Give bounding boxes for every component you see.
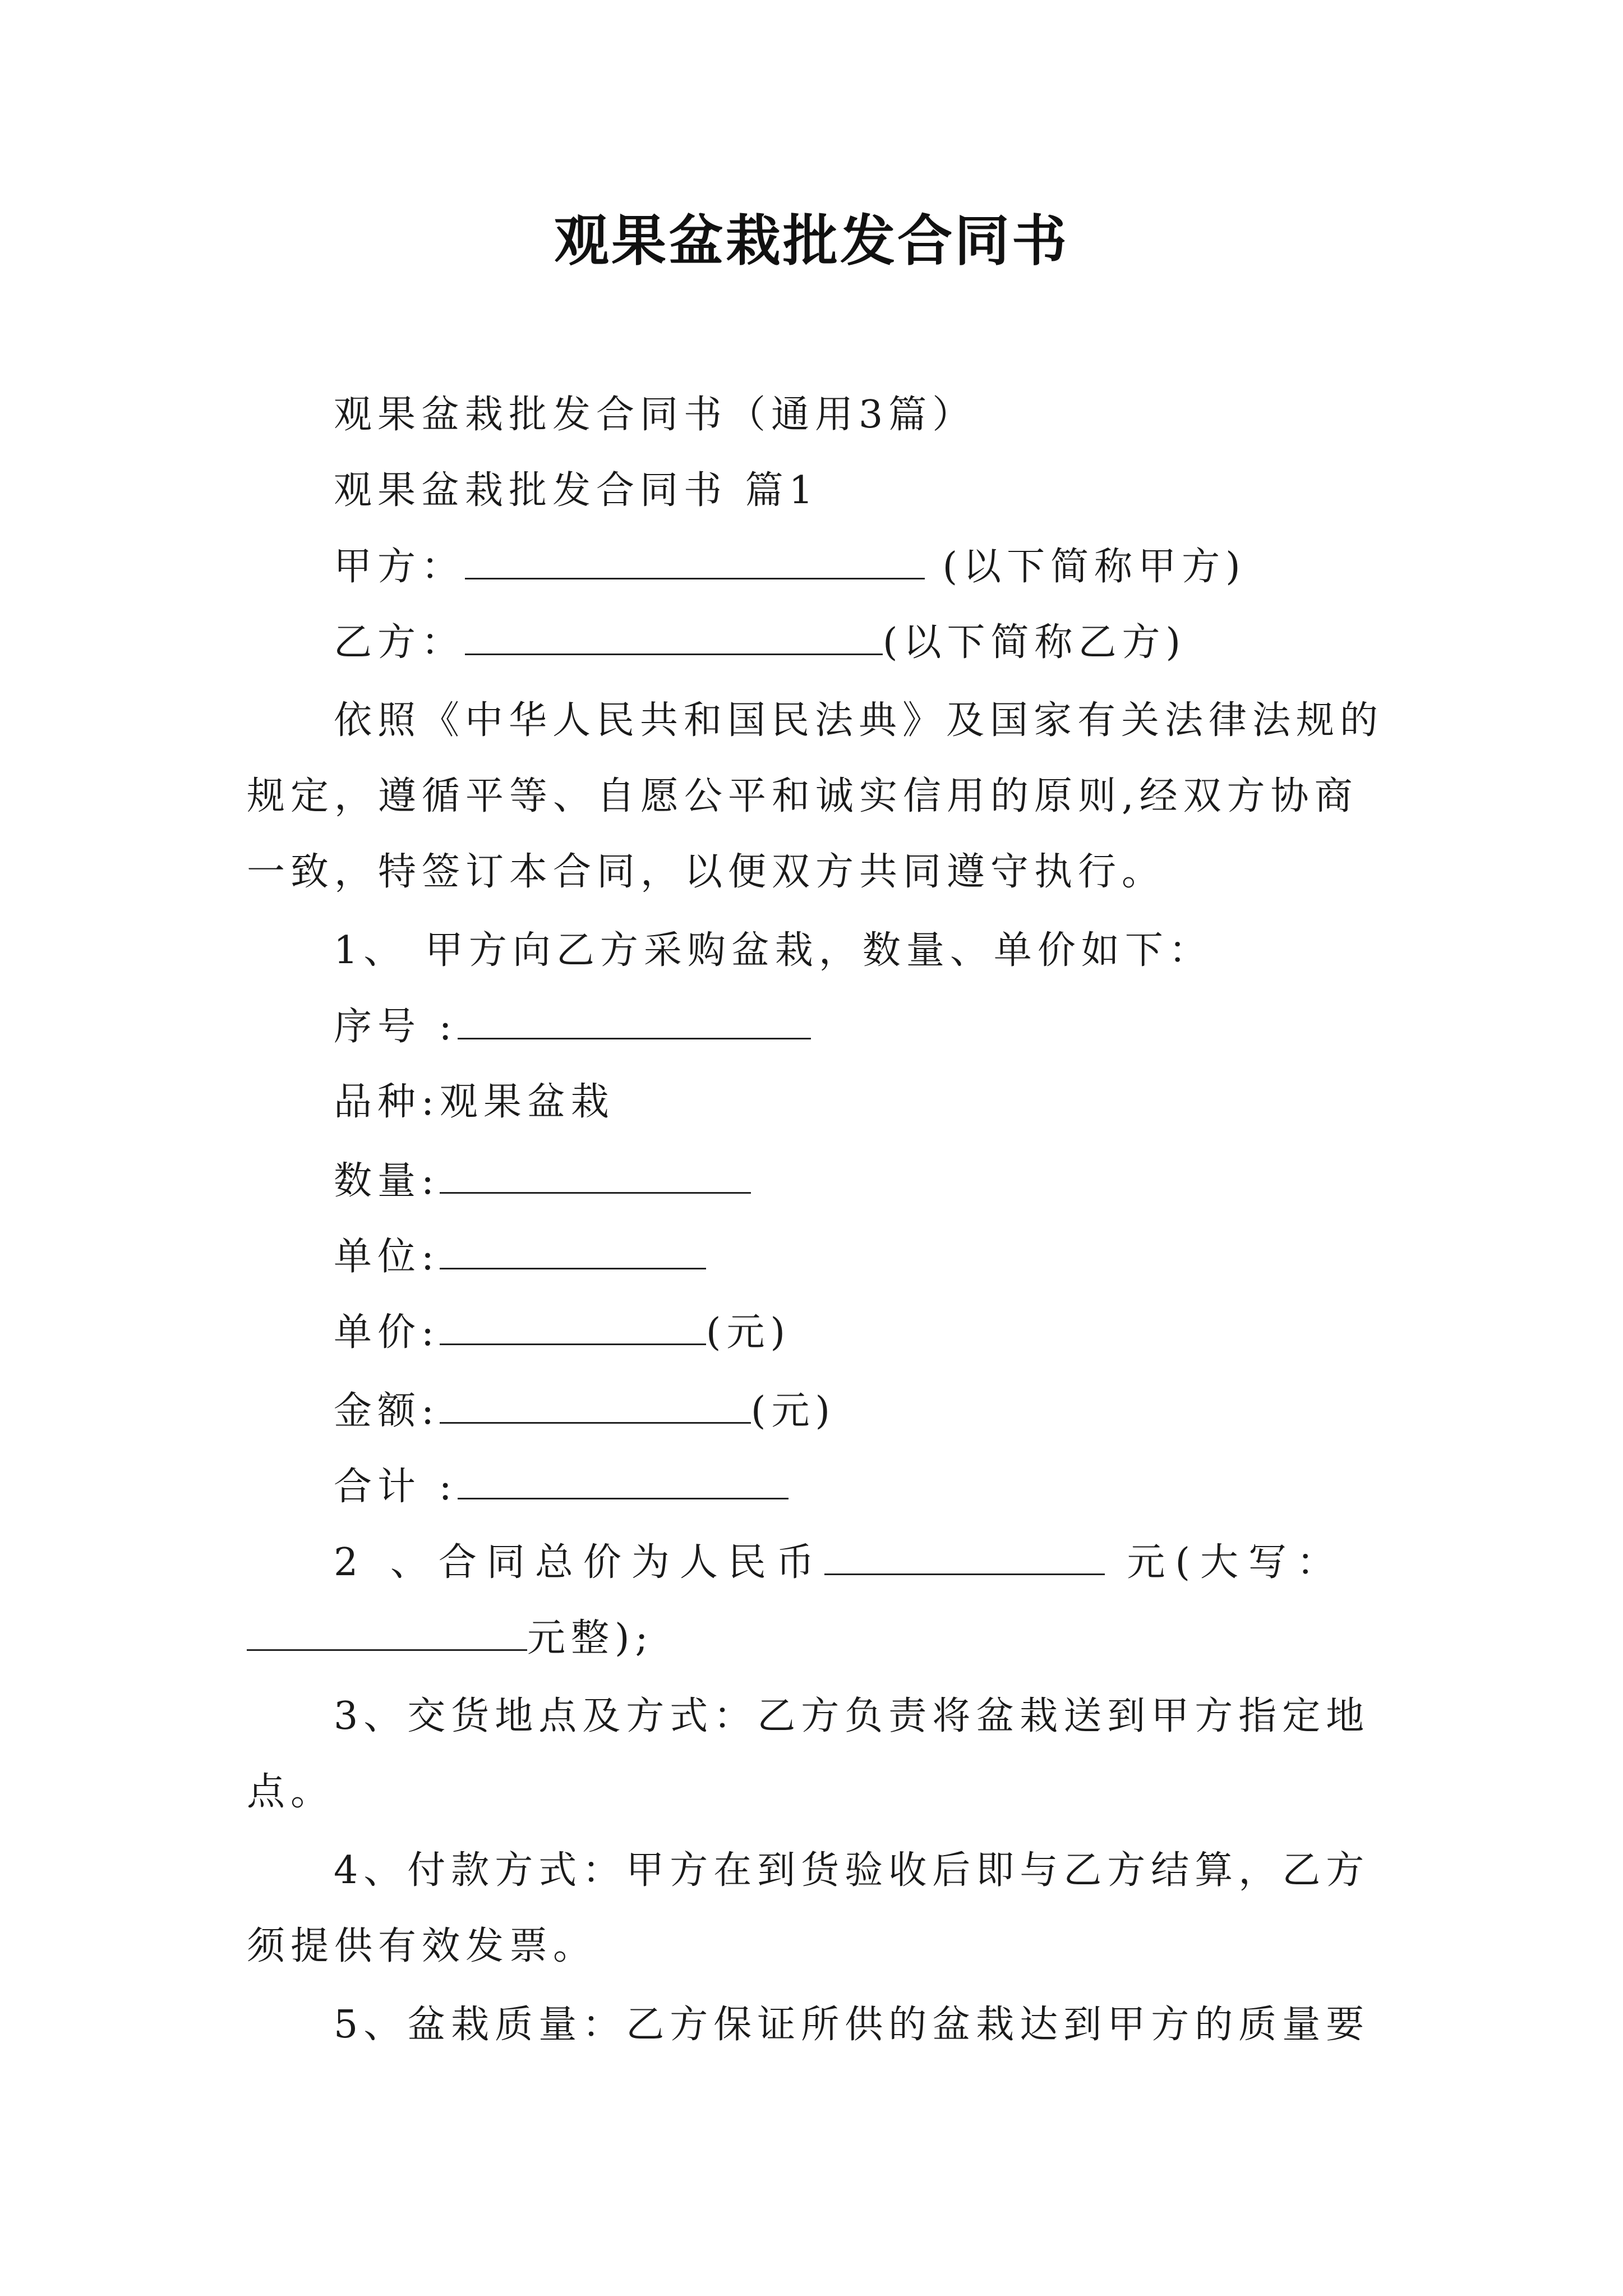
- field-price-suffix: (元): [706, 1310, 791, 1355]
- para1-line3: 一致，特签订本合同，以便双方共同遵守执行。: [247, 850, 1166, 894]
- item2-capital-blank: [247, 1610, 527, 1651]
- field-unit-label: 单位:: [334, 1235, 440, 1279]
- field-seq: [334, 999, 811, 1055]
- field-total-label: 合计 :: [334, 1465, 458, 1509]
- para1-line1: 依照《中华人民共和国民法典》及国家有关法律法规的: [334, 698, 1384, 743]
- field-total: [334, 1458, 789, 1515]
- field-variety: 品种:观果盆栽: [334, 1080, 615, 1124]
- item1-line: 1、 甲方向乙方采购盆栽，数量、单价如下：: [334, 928, 1212, 973]
- party-a-suffix: (以下简称甲方): [942, 545, 1246, 589]
- item3-line1: 3、交货地点及方式：乙方负责将盆栽送到甲方指定地: [334, 1694, 1370, 1738]
- party-b-suffix: (以下简称乙方): [883, 620, 1187, 665]
- field-qty-blank: [440, 1153, 751, 1194]
- field-seq-blank: [458, 999, 811, 1039]
- party-a-label: 甲方：: [334, 545, 465, 589]
- field-amount-label: 金额:: [334, 1389, 440, 1433]
- party-b-line: [334, 614, 1186, 671]
- field-qty-label: 数量:: [334, 1159, 440, 1203]
- field-price-label: 单价:: [334, 1310, 440, 1355]
- subtitle: 观果盆栽批发合同书（通用3篇）: [334, 393, 976, 437]
- item4-line1: 4、付款方式：甲方在到货验收后即与乙方结算，乙方: [334, 1848, 1370, 1893]
- party-a-line: [334, 539, 1246, 595]
- item2-line2: [247, 1610, 653, 1667]
- item3-line2: 点。: [247, 1770, 335, 1814]
- field-amount-suffix: (元): [750, 1389, 836, 1433]
- field-qty: [334, 1153, 751, 1209]
- item2-amount-blank: [824, 1534, 1105, 1575]
- party-a-blank: [465, 539, 925, 579]
- field-price-blank: [440, 1304, 706, 1345]
- field-amount-blank: [440, 1383, 751, 1424]
- field-price: [334, 1304, 791, 1361]
- item4-line2: 须提供有效发票。: [247, 1924, 597, 1968]
- field-total-blank: [458, 1458, 789, 1499]
- party-b-label: 乙方：: [334, 620, 465, 665]
- item2-text-b: 元(大写：: [1127, 1540, 1345, 1585]
- item5-line1: 5、盆栽质量：乙方保证所供的盆栽达到甲方的质量要: [334, 2003, 1370, 2047]
- field-seq-label: 序号 :: [334, 1005, 458, 1049]
- field-amount: [334, 1383, 836, 1439]
- item2-line1: [334, 1534, 1345, 1591]
- party-b-blank: [465, 614, 883, 655]
- field-unit: [334, 1228, 706, 1285]
- item2-text-c: 元整);: [527, 1616, 654, 1660]
- para1-line2: 规定，遵循平等、自愿公平和诚实信用的原则,经双方协商: [247, 774, 1358, 818]
- item2-text-a: 2 、合同总价为人民币: [334, 1540, 824, 1585]
- field-unit-blank: [440, 1228, 706, 1269]
- page-title: 观果盆栽批发合同书: [554, 209, 1069, 273]
- section-heading: 观果盆栽批发合同书 篇1: [334, 468, 819, 513]
